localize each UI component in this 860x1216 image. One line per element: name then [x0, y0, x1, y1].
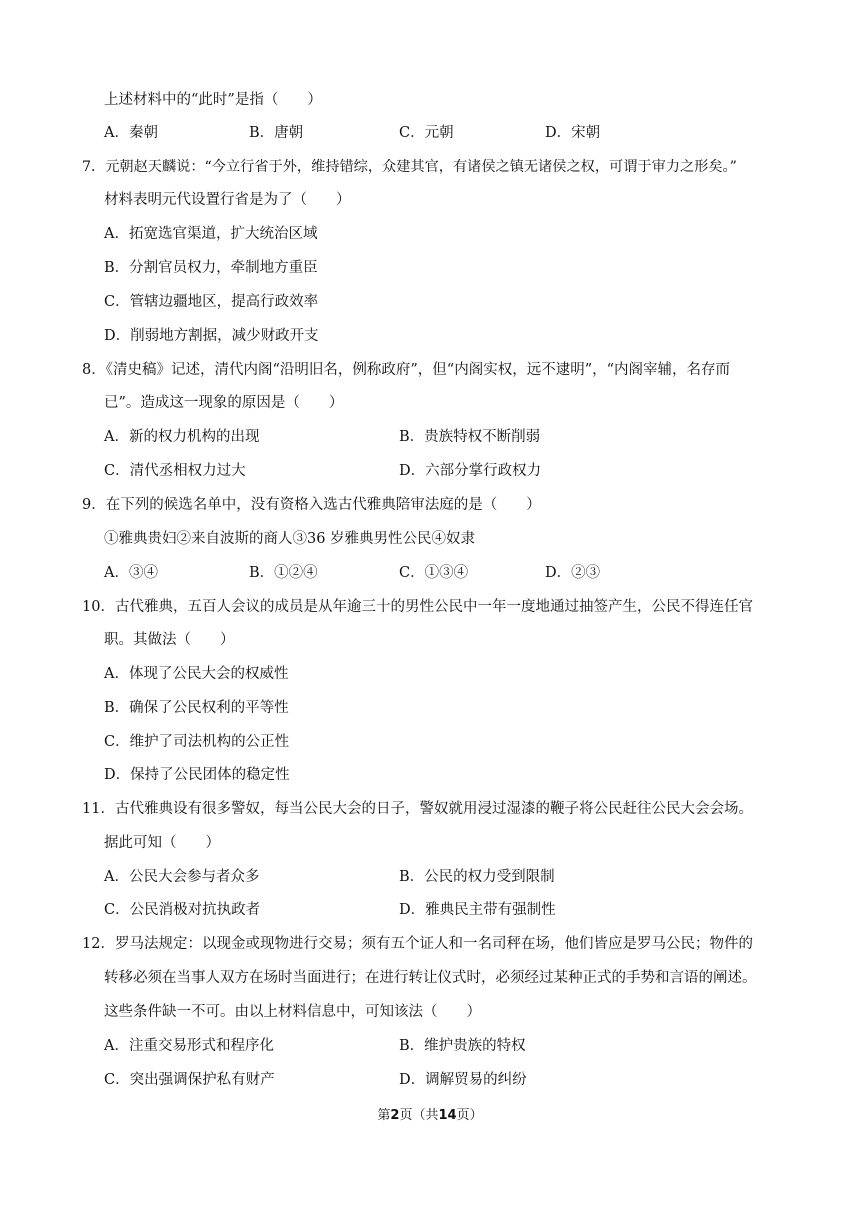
question-12-option-a: A．注重交易形式和程序化: [104, 1038, 274, 1054]
question-10-option-d: D．保持了公民团体的稳定性: [104, 767, 290, 783]
question-9-option-a: A．③④: [104, 565, 158, 581]
question-10-stem-line1: 10．古代雅典，五百人会议的成员是从年逾三十的男性公民中一年一度地通过抽签产生，公民不得连任官: [82, 599, 753, 615]
question-10-option-b: B．确保了公民权利的平等性: [104, 700, 289, 716]
question-7-stem-line2: 材料表明元代设置行省是为了（ ）: [104, 192, 351, 208]
question-10-option-a: A．体现了公民大会的权威性: [104, 666, 289, 682]
question-6-option-b: B．唐朝: [249, 125, 304, 141]
question-11-option-c: C．公民消极对抗执政者: [104, 902, 261, 918]
question-8-stem-line2: 已”。造成这一现象的原因是（ ）: [104, 395, 344, 411]
question-6-option-a: A．秦朝: [104, 125, 158, 141]
footer-mid: 页（共: [399, 1108, 439, 1123]
question-11-option-d: D．雅典民主带有强制性: [399, 902, 556, 918]
question-8-option-b: B．贵族特权不断削弱: [399, 429, 541, 445]
question-8-stem-line1: 8．《清史稿》记述，清代内阁“沿明旧名，例称政府”，但“内阁实权，远不逮明”，“内阁宰辅，名存而: [82, 362, 731, 378]
question-9-stem-line2: ①雅典贵妇②来自波斯的商人③36 岁雅典男性公民④奴隶: [104, 531, 476, 547]
question-12-stem-line2: 转移必须在当事人双方在场时当面进行；在进行转让仪式时，必须经过某种正式的手势和言语的阐述。: [104, 970, 757, 986]
footer-prefix: 第: [377, 1108, 391, 1123]
question-7-option-d: D．削弱地方割据，减少财政开支: [104, 328, 319, 344]
question-9-stem-line1: 9．在下列的候选名单中，没有资格入选古代雅典陪审法庭的是（ ）: [82, 497, 541, 513]
question-9-option-d: D．②③: [545, 565, 601, 581]
page-footer: [0, 1106, 860, 1126]
question-11-stem-line1: 11．古代雅典设有很多警奴，每当公民大会的日子，警奴就用浸过湿漆的鞭子将公民赶往公民大会会场。: [82, 801, 753, 817]
question-7-option-a: A．拓宽选官渠道，扩大统治区域: [104, 226, 318, 242]
question-6-option-d: D．宋朝: [545, 125, 601, 141]
question-9-option-b: B．①②④: [249, 565, 318, 581]
question-7-stem-line1: 7．元朝赵天麟说：“今立行省于外，维持错综，众建其官，有诸侯之镇无诸侯之权，可谓于审力之形矣。”: [82, 159, 737, 175]
question-12-option-d: D．调解贸易的纠纷: [399, 1072, 527, 1088]
question-12-option-c: C．突出强调保护私有财产: [104, 1072, 275, 1088]
footer-suffix: 页）: [456, 1108, 483, 1123]
question-8-option-d: D．六部分掌行政权力: [399, 463, 542, 479]
question-12-stem-line3: 这些条件缺一不可。由以上材料信息中，可知该法（ ）: [104, 1004, 481, 1020]
question-11-option-a: A．公民大会参与者众多: [104, 869, 260, 885]
question-10-stem-line2: 职。其做法（ ）: [104, 632, 235, 648]
question-6-stem: 上述材料中的“此时”是指（ ）: [104, 92, 322, 108]
question-7-option-c: C．管辖边疆地区，提高行政效率: [104, 294, 319, 310]
question-11-stem-line2: 据此可知（ ）: [104, 835, 220, 851]
question-10-option-c: C．维护了司法机构的公正性: [104, 734, 290, 750]
question-8-option-a: A．新的权力机构的出现: [104, 429, 260, 445]
question-8-option-c: C．清代丞相权力过大: [104, 463, 246, 479]
question-12-option-b: B．维护贵族的特权: [399, 1038, 526, 1054]
footer-total-pages: 14: [438, 1108, 457, 1123]
footer-page-number: 2: [390, 1108, 400, 1123]
question-12-stem-line1: 12．罗马法规定：以现金或现物进行交易；须有五个证人和一名司秤在场，他们皆应是罗马公民；物件的: [82, 936, 753, 952]
question-7-option-b: B．分割官员权力，牵制地方重臣: [104, 260, 318, 276]
question-11-option-b: B．公民的权力受到限制: [399, 869, 555, 885]
question-6-option-c: C．元朝: [399, 125, 454, 141]
question-9-option-c: C．①③④: [399, 565, 469, 581]
